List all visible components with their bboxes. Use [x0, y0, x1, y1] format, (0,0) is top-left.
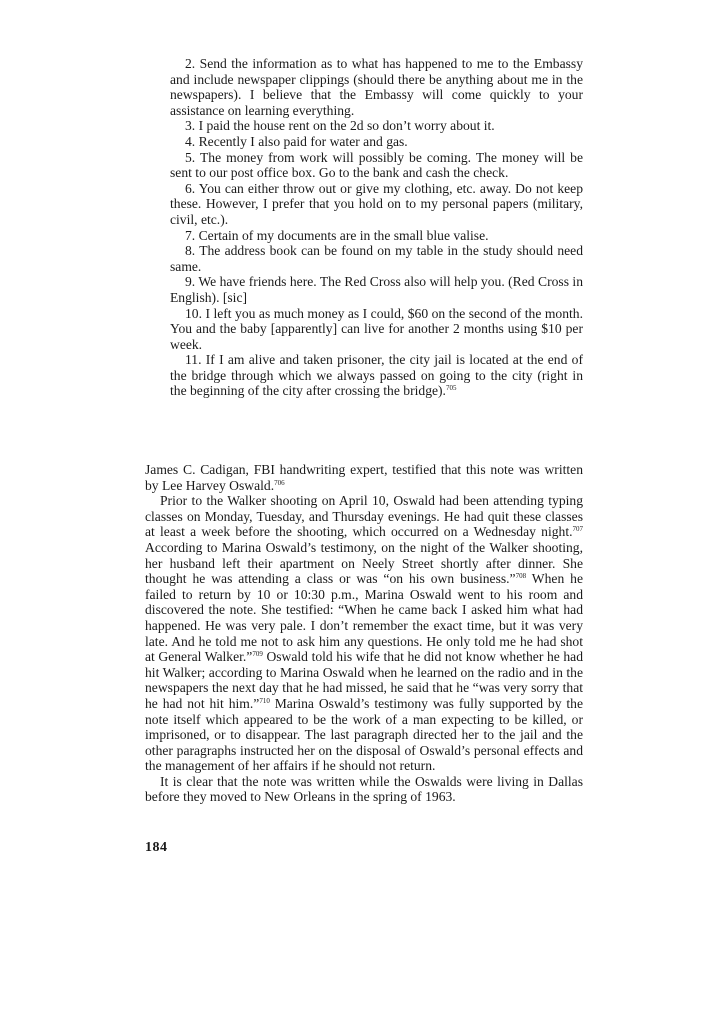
- note-item: [170, 306, 583, 353]
- quoted-note-block: [170, 56, 583, 399]
- note-item-text: 11. If I am alive and taken prisoner, the city jail is located at the end of the bridge through which we always passed on going to the city (right in the beginning of the city after crossing the bridge).: [170, 352, 583, 399]
- note-item-text: 3. I paid the house rent on the 2d so don’t worry about it.: [185, 118, 495, 134]
- note-item-text: 2. Send the information as to what has happened to me to the Embassy and include newspaper clippings (should there be anything about me in the newspapers). I believe that the Embassy will come quickly to your assistance on learning everything.: [170, 56, 583, 118]
- note-item: [170, 228, 583, 244]
- body-paragraph: [145, 493, 583, 774]
- note-item-text: 7. Certain of my documents are in the small blue valise.: [185, 227, 489, 243]
- note-item: [170, 352, 583, 399]
- note-item-text: 6. You can either throw out or give my clothing, etc. away. Do not keep these. However, I prefer that you hold on to my personal papers (military, civil, etc.).: [170, 180, 583, 227]
- note-item: [170, 181, 583, 228]
- note-item: [170, 274, 583, 305]
- paragraph-text: James C. Cadigan, FBI handwriting expert, testified that this note was written by Lee Harvey Oswald.: [145, 462, 583, 493]
- note-item-text: 4. Recently I also paid for water and gas.: [185, 133, 408, 149]
- note-item: [170, 56, 583, 118]
- footnote-marker: 707: [572, 525, 583, 534]
- note-item: [170, 243, 583, 274]
- page-number: 184: [145, 840, 168, 855]
- paragraph-text: Marina Oswald’s testimony was fully supported by the note itself which appeared to be the work of a man expecting to be killed, or imprisoned, or to disappear. The last paragraph directed her to the jail and the other paragraphs instructed her on the disposal of Oswald’s personal effects and the management of her affairs if he should not return.: [145, 695, 583, 774]
- paragraph-text: Prior to the Walker shooting on April 10, Oswald had been attending typing classes on Monday, Tuesday, and Thursday evenings. He had quit these classes at least a week before the shooting, which occurred on a Wednesday night.: [145, 493, 583, 540]
- footnote-marker: 705: [445, 384, 457, 393]
- note-item-text: 8. The address book can be found on my table in the study should need same.: [170, 243, 583, 274]
- paragraph-text: When he failed to return by 10 or 10:30 p.m., Marina Oswald went to his room and discovered the note. She testified: “When he came back I asked him what had happened. He was very pale. I don’t remember the exact time, but it was very late. And he told me not to ask him any questions. He only told me he had shot at General Walker.”: [145, 571, 584, 665]
- note-item-text: 9. We have friends here. The Red Cross also will help you. (Red Cross in English). [sic]: [170, 274, 583, 305]
- note-item: [170, 118, 583, 134]
- footnote-marker: 708: [515, 572, 527, 581]
- body-paragraph: [145, 462, 583, 493]
- note-item-text: 10. I left you as much money as I could, $60 on the second of the month. You and the baby [apparently] can live for another 2 months using $10 per week.: [170, 305, 583, 352]
- note-item-text: 5. The money from work will possibly be coming. The money will be sent to our post office box. Go to the bank and cash the check.: [170, 149, 583, 181]
- footnote-marker: 709: [252, 650, 263, 659]
- footnote-marker: 706: [274, 478, 285, 487]
- paragraph-text: Oswald told his wife that he did not know whether he had hit Walker; according to Marina Oswald when he learned on the radio and in the newspapers the next day that he had missed, he said that he “was very sorry that he had not hit him.”: [145, 649, 583, 711]
- note-item: [170, 134, 583, 150]
- paragraph-text: It is clear that the note was written while the Oswalds were living in Dallas before they moved to New Orleans in the spring of 1963.: [145, 773, 583, 805]
- footnote-marker: 710: [259, 696, 270, 705]
- body-text: [145, 462, 583, 805]
- paragraph-text: According to Marina Oswald’s testimony, on the night of the Walker shooting, her husband left their apartment on Neely Street shortly after dinner. She thought he was attending a class or was “on his own business.”: [145, 539, 583, 587]
- body-paragraph: [145, 774, 583, 805]
- note-item: [170, 150, 583, 181]
